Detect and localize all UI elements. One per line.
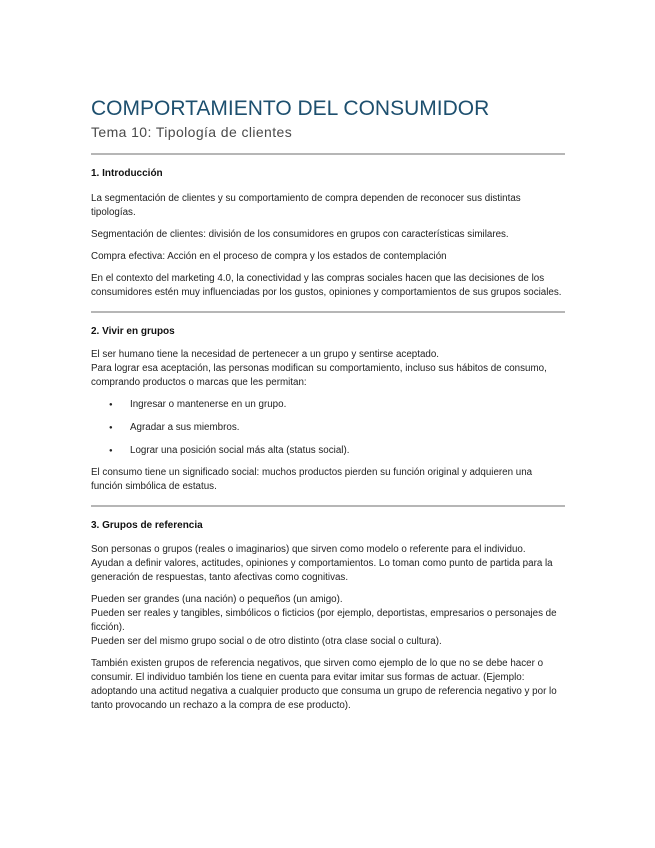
- paragraph: En el contexto del marketing 4.0, la conectividad y las compras sociales hacen que las decisiones de los consumidores estén muy influenciadas por los gustos, opiniones y comportamientos de sus grupos sociales.: [91, 273, 562, 298]
- paragraph: El ser humano tiene la necesidad de pertenecer a un grupo y sentirse aceptado.: [91, 349, 440, 360]
- paragraph: Segmentación de clientes: división de los consumidores en grupos con características similares.: [91, 229, 509, 240]
- document-title: COMPORTAMIENTO DEL CONSUMIDOR: [91, 97, 490, 120]
- bullet-list: [91, 398, 565, 458]
- paragraph: Pueden ser del mismo grupo social o de otro distinto (otra clase social o cultura).: [91, 636, 442, 647]
- paragraph: El consumo tiene un significado social: muchos productos pierden su función original y adquieren una función simbólica de estatus.: [91, 467, 533, 492]
- section-introduccion: [91, 167, 565, 300]
- divider: [91, 311, 565, 313]
- section-grupos-de-referencia: [91, 519, 565, 713]
- section-heading: 1. Introducción: [91, 168, 163, 179]
- list-item: ● Ingresar o mantenerse en un grupo.: [91, 398, 565, 412]
- paragraph: Para lograr esa aceptación, las personas modifican su comportamiento, incluso sus hábitos de consumo, comprando productos o marcas que les permitan:: [91, 363, 547, 388]
- list-item: ● Lograr una posición social más alta (status social).: [91, 444, 565, 458]
- paragraph: Ayudan a definir valores, actitudes, opiniones y comportamientos. Lo toman como punto de partida para la generación de respuestas, tanto afectivas como cognitivas.: [91, 558, 553, 583]
- section-heading: 3. Grupos de referencia: [91, 520, 203, 531]
- paragraph: Compra efectiva: Acción en el proceso de compra y los estados de contemplación: [91, 251, 447, 262]
- section-vivir-en-grupos: [91, 325, 565, 494]
- paragraph: La segmentación de clientes y su comportamiento de compra dependen de reconocer sus distintas tipologías.: [91, 193, 521, 218]
- divider: [91, 505, 565, 507]
- paragraph: Son personas o grupos (reales o imaginarios) que sirven como modelo o referente para el individuo.: [91, 544, 526, 555]
- document-subtitle: Tema 10: Tipología de clientes: [91, 124, 293, 140]
- divider: [91, 153, 565, 155]
- paragraph: Pueden ser reales y tangibles, simbólicos o ficticios (por ejemplo, deportistas, empresarios o personajes de ficción).: [91, 608, 557, 633]
- section-heading: 2. Vivir en grupos: [91, 326, 175, 337]
- list-item: ● Agradar a sus miembros.: [91, 421, 565, 435]
- paragraph: También existen grupos de referencia negativos, que sirven como ejemplo de lo que no se debe hacer o consumir. El individuo también los tiene en cuenta para evitar imitar sus formas de actuar. (Ejemplo: adoptando una actitud negativa a cualquier producto que consuma un grupo de referencia negativo y por lo tanto provocando un rechazo a la compra de ese producto).: [91, 658, 557, 711]
- paragraph: Pueden ser grandes (una nación) o pequeños (un amigo).: [91, 594, 343, 605]
